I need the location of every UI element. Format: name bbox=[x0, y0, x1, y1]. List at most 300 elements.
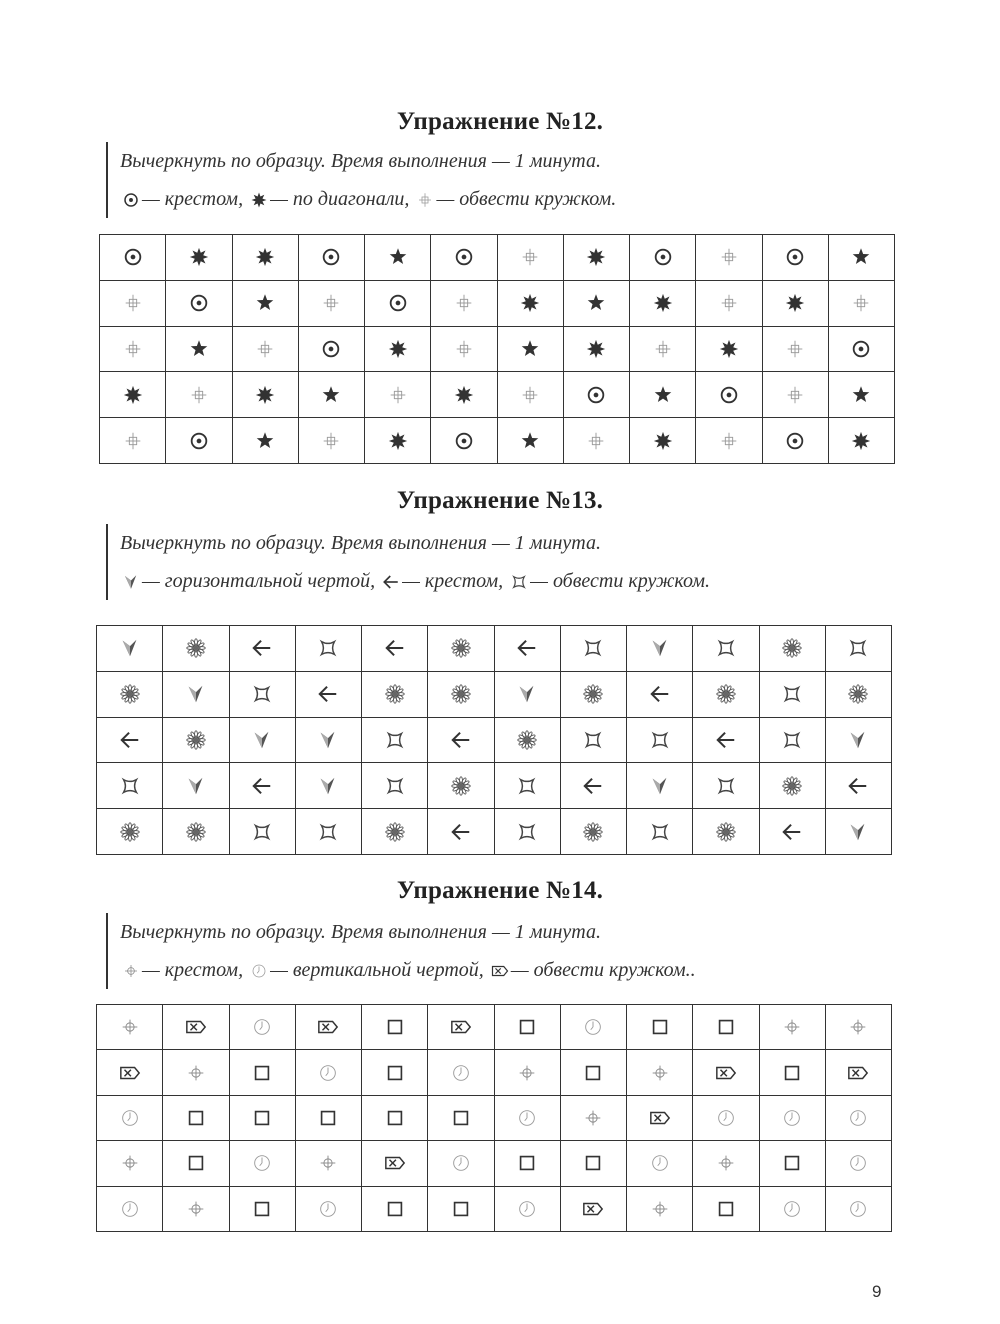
grid-cell[interactable] bbox=[428, 1095, 494, 1140]
grid-cell[interactable] bbox=[759, 671, 825, 717]
grid-cell[interactable] bbox=[759, 626, 825, 672]
dot-circle-icon bbox=[122, 246, 144, 268]
grid-cell[interactable] bbox=[295, 763, 361, 809]
grid-cell[interactable] bbox=[627, 1095, 693, 1140]
grid-cell[interactable] bbox=[759, 1005, 825, 1050]
grid-cell[interactable] bbox=[825, 1095, 891, 1140]
grid-cell[interactable] bbox=[494, 809, 560, 855]
grid-cell[interactable] bbox=[362, 717, 428, 763]
exercise-14-instruction-text: Вычеркнуть по образцу. Время выполнения — 1 минута. bbox=[120, 921, 601, 943]
flower-icon bbox=[582, 821, 604, 843]
grid-cell[interactable] bbox=[232, 326, 298, 372]
grid-cell[interactable] bbox=[497, 418, 563, 464]
grid-cell[interactable] bbox=[232, 372, 298, 418]
grid-cell[interactable] bbox=[362, 671, 428, 717]
grid-cell[interactable] bbox=[759, 1095, 825, 1140]
concave-square-icon bbox=[781, 729, 803, 751]
grid-cell[interactable] bbox=[428, 1141, 494, 1186]
grid-cell[interactable] bbox=[696, 326, 762, 372]
concave-square-icon bbox=[317, 821, 339, 843]
grid-cell[interactable] bbox=[166, 235, 232, 281]
grid-cell[interactable] bbox=[627, 763, 693, 809]
grid-cell[interactable] bbox=[627, 1005, 693, 1050]
grid-cell[interactable] bbox=[163, 1050, 229, 1095]
grid-cell[interactable] bbox=[693, 717, 759, 763]
tag-x-icon bbox=[185, 1016, 207, 1038]
crosshair-square-icon bbox=[416, 191, 434, 209]
crosshair-icon bbox=[185, 1198, 207, 1220]
grid-cell[interactable] bbox=[229, 1005, 295, 1050]
burst-icon bbox=[850, 430, 872, 452]
grid-cell[interactable] bbox=[229, 671, 295, 717]
grid-cell[interactable] bbox=[298, 418, 364, 464]
grid-row bbox=[97, 1141, 892, 1186]
grid-cell[interactable] bbox=[825, 1050, 891, 1095]
crosshair-icon bbox=[649, 1062, 671, 1084]
left-arrow-icon bbox=[382, 573, 400, 591]
grid-cell[interactable] bbox=[428, 1186, 494, 1231]
exercise-13-title: Упражнение №13. bbox=[396, 487, 604, 514]
square-icon bbox=[781, 1062, 803, 1084]
grid-cell[interactable] bbox=[825, 1005, 891, 1050]
crosshair-icon bbox=[715, 1152, 737, 1174]
grid-cell[interactable] bbox=[295, 1005, 361, 1050]
crosshair-icon bbox=[317, 1152, 339, 1174]
square-icon bbox=[516, 1152, 538, 1174]
grid-cell[interactable] bbox=[762, 326, 828, 372]
clock-icon bbox=[119, 1107, 141, 1129]
clock-icon bbox=[119, 1198, 141, 1220]
grid-cell[interactable] bbox=[229, 1095, 295, 1140]
crosshair-square-icon bbox=[122, 430, 144, 452]
crosshair-square-icon bbox=[718, 246, 740, 268]
grid-cell[interactable] bbox=[428, 763, 494, 809]
grid-cell[interactable] bbox=[560, 1050, 626, 1095]
grid-cell[interactable] bbox=[163, 1141, 229, 1186]
crosshair-square-icon bbox=[585, 430, 607, 452]
grid-cell[interactable] bbox=[759, 763, 825, 809]
flower-icon bbox=[185, 729, 207, 751]
clock-icon bbox=[847, 1152, 869, 1174]
grid-cell[interactable] bbox=[627, 671, 693, 717]
burst-icon bbox=[188, 246, 210, 268]
grid-cell[interactable] bbox=[365, 235, 431, 281]
grid-cell[interactable] bbox=[630, 372, 696, 418]
grid-cell[interactable] bbox=[825, 809, 891, 855]
grid-cell[interactable] bbox=[693, 1005, 759, 1050]
legend-burst-icon bbox=[248, 180, 270, 218]
grid-cell[interactable] bbox=[295, 809, 361, 855]
grid-cell[interactable] bbox=[494, 717, 560, 763]
grid-cell[interactable] bbox=[494, 1050, 560, 1095]
clock-icon bbox=[649, 1152, 671, 1174]
clock-icon bbox=[317, 1198, 339, 1220]
grid-cell[interactable] bbox=[362, 626, 428, 672]
grid-row bbox=[97, 626, 892, 672]
clock-icon bbox=[317, 1062, 339, 1084]
arrowhead-icon bbox=[317, 775, 339, 797]
grid-cell[interactable] bbox=[166, 326, 232, 372]
grid-cell[interactable] bbox=[365, 326, 431, 372]
grid-cell[interactable] bbox=[97, 1050, 163, 1095]
grid-cell[interactable] bbox=[100, 235, 166, 281]
grid-cell[interactable] bbox=[497, 372, 563, 418]
dot-circle-icon bbox=[188, 430, 210, 452]
grid-cell[interactable] bbox=[693, 809, 759, 855]
grid-cell[interactable] bbox=[362, 1186, 428, 1231]
grid-cell[interactable] bbox=[100, 280, 166, 326]
grid-cell[interactable] bbox=[365, 372, 431, 418]
grid-cell[interactable] bbox=[693, 1141, 759, 1186]
grid-cell[interactable] bbox=[97, 626, 163, 672]
grid-cell[interactable] bbox=[97, 1095, 163, 1140]
burst-icon bbox=[387, 430, 409, 452]
grid-cell[interactable] bbox=[627, 717, 693, 763]
concave-square-icon bbox=[384, 729, 406, 751]
grid-cell[interactable] bbox=[825, 1141, 891, 1186]
square-icon bbox=[185, 1107, 207, 1129]
grid-cell[interactable] bbox=[630, 280, 696, 326]
flower-icon bbox=[384, 821, 406, 843]
grid-cell[interactable] bbox=[295, 1186, 361, 1231]
grid-cell[interactable] bbox=[97, 1005, 163, 1050]
burst-icon bbox=[254, 246, 276, 268]
grid-cell[interactable] bbox=[97, 809, 163, 855]
grid-cell[interactable] bbox=[97, 763, 163, 809]
tag-x-icon bbox=[119, 1062, 141, 1084]
grid-cell[interactable] bbox=[163, 1095, 229, 1140]
grid-cell[interactable] bbox=[232, 235, 298, 281]
grid-cell[interactable] bbox=[563, 326, 629, 372]
grid-cell[interactable] bbox=[295, 1141, 361, 1186]
legend-text: — крестом, bbox=[142, 188, 244, 210]
square-icon bbox=[516, 1016, 538, 1038]
grid-cell[interactable] bbox=[229, 626, 295, 672]
grid-cell[interactable] bbox=[828, 280, 894, 326]
grid-cell[interactable] bbox=[97, 717, 163, 763]
left-arrow-icon bbox=[450, 729, 472, 751]
grid-cell[interactable] bbox=[696, 280, 762, 326]
flower-icon bbox=[450, 637, 472, 659]
crosshair-square-icon bbox=[453, 338, 475, 360]
burst-icon bbox=[254, 384, 276, 406]
grid-cell[interactable] bbox=[693, 1050, 759, 1095]
grid-cell[interactable] bbox=[428, 809, 494, 855]
grid-row bbox=[97, 763, 892, 809]
grid-cell[interactable] bbox=[97, 1186, 163, 1231]
grid-cell[interactable] bbox=[759, 1186, 825, 1231]
grid-cell[interactable] bbox=[828, 418, 894, 464]
grid-cell[interactable] bbox=[563, 418, 629, 464]
crosshair-icon bbox=[185, 1062, 207, 1084]
grid-cell[interactable] bbox=[295, 626, 361, 672]
grid-cell[interactable] bbox=[563, 235, 629, 281]
grid-cell[interactable] bbox=[759, 809, 825, 855]
square-icon bbox=[649, 1016, 671, 1038]
crosshair-square-icon bbox=[652, 338, 674, 360]
grid-cell[interactable] bbox=[163, 671, 229, 717]
grid-cell[interactable] bbox=[362, 1141, 428, 1186]
crosshair-square-icon bbox=[453, 292, 475, 314]
grid-row bbox=[100, 326, 895, 372]
grid-cell[interactable] bbox=[428, 1050, 494, 1095]
concave-square-icon bbox=[317, 637, 339, 659]
grid-cell[interactable] bbox=[627, 809, 693, 855]
grid-cell[interactable] bbox=[828, 372, 894, 418]
grid-cell[interactable] bbox=[825, 671, 891, 717]
grid-row bbox=[97, 671, 892, 717]
concave-square-icon bbox=[251, 821, 273, 843]
grid-cell[interactable] bbox=[166, 418, 232, 464]
grid-row bbox=[97, 1186, 892, 1231]
grid-cell[interactable] bbox=[762, 372, 828, 418]
grid-cell[interactable] bbox=[163, 763, 229, 809]
grid-cell[interactable] bbox=[759, 717, 825, 763]
tag-x-icon bbox=[847, 1062, 869, 1084]
grid-cell[interactable] bbox=[560, 626, 626, 672]
exercise-13-instructions bbox=[106, 524, 710, 600]
grid-cell[interactable] bbox=[497, 280, 563, 326]
clock-icon bbox=[450, 1062, 472, 1084]
grid-cell[interactable] bbox=[166, 372, 232, 418]
square-icon bbox=[384, 1198, 406, 1220]
grid-cell[interactable] bbox=[759, 1050, 825, 1095]
grid-cell[interactable] bbox=[762, 280, 828, 326]
grid-cell[interactable] bbox=[693, 763, 759, 809]
burst-icon bbox=[585, 246, 607, 268]
grid-cell[interactable] bbox=[696, 372, 762, 418]
grid-cell[interactable] bbox=[494, 1186, 560, 1231]
flower-icon bbox=[119, 683, 141, 705]
grid-cell[interactable] bbox=[630, 418, 696, 464]
grid-cell[interactable] bbox=[828, 326, 894, 372]
grid-cell[interactable] bbox=[825, 626, 891, 672]
exercise-14-grid bbox=[96, 1004, 892, 1232]
grid-cell[interactable] bbox=[494, 626, 560, 672]
flower-icon bbox=[781, 775, 803, 797]
flower-icon bbox=[450, 683, 472, 705]
grid-cell[interactable] bbox=[825, 1186, 891, 1231]
left-arrow-icon bbox=[119, 729, 141, 751]
grid-cell[interactable] bbox=[563, 280, 629, 326]
grid-cell[interactable] bbox=[229, 717, 295, 763]
grid-cell[interactable] bbox=[365, 280, 431, 326]
grid-cell[interactable] bbox=[362, 809, 428, 855]
grid-cell[interactable] bbox=[560, 671, 626, 717]
square-icon bbox=[715, 1198, 737, 1220]
star-icon bbox=[519, 338, 541, 360]
grid-cell[interactable] bbox=[295, 717, 361, 763]
grid-cell[interactable] bbox=[560, 717, 626, 763]
grid-cell[interactable] bbox=[100, 372, 166, 418]
grid-cell[interactable] bbox=[229, 1186, 295, 1231]
left-arrow-icon bbox=[847, 775, 869, 797]
grid-cell[interactable] bbox=[560, 1186, 626, 1231]
grid-cell[interactable] bbox=[229, 763, 295, 809]
dot-circle-icon bbox=[652, 246, 674, 268]
grid-cell[interactable] bbox=[431, 418, 497, 464]
grid-cell[interactable] bbox=[298, 235, 364, 281]
grid-cell[interactable] bbox=[97, 671, 163, 717]
burst-icon bbox=[387, 338, 409, 360]
grid-cell[interactable] bbox=[563, 372, 629, 418]
grid-cell[interactable] bbox=[627, 626, 693, 672]
burst-icon bbox=[519, 292, 541, 314]
clock-icon bbox=[251, 1152, 273, 1174]
square-icon bbox=[384, 1062, 406, 1084]
grid-cell[interactable] bbox=[497, 326, 563, 372]
grid-cell[interactable] bbox=[696, 235, 762, 281]
grid-cell[interactable] bbox=[494, 671, 560, 717]
clock-icon bbox=[847, 1198, 869, 1220]
dot-circle-icon bbox=[453, 246, 475, 268]
grid-cell[interactable] bbox=[229, 1141, 295, 1186]
exercise-12-grid bbox=[99, 234, 895, 464]
grid-cell[interactable] bbox=[229, 1050, 295, 1095]
grid-cell[interactable] bbox=[825, 717, 891, 763]
grid-cell[interactable] bbox=[560, 1095, 626, 1140]
grid-cell[interactable] bbox=[362, 763, 428, 809]
grid-cell[interactable] bbox=[759, 1141, 825, 1186]
grid-cell[interactable] bbox=[560, 763, 626, 809]
grid-cell[interactable] bbox=[825, 763, 891, 809]
crosshair-square-icon bbox=[784, 338, 806, 360]
grid-cell[interactable] bbox=[696, 418, 762, 464]
grid-cell[interactable] bbox=[163, 1186, 229, 1231]
grid-cell[interactable] bbox=[693, 671, 759, 717]
grid-cell[interactable] bbox=[627, 1141, 693, 1186]
crosshair-square-icon bbox=[320, 292, 342, 314]
exercise-14-instructions bbox=[106, 913, 696, 989]
crosshair-icon bbox=[122, 962, 140, 980]
grid-cell[interactable] bbox=[431, 372, 497, 418]
flower-icon bbox=[185, 821, 207, 843]
dot-circle-icon bbox=[320, 246, 342, 268]
square-icon bbox=[185, 1152, 207, 1174]
grid-cell[interactable] bbox=[362, 1095, 428, 1140]
square-icon bbox=[450, 1198, 472, 1220]
grid-cell[interactable] bbox=[428, 1005, 494, 1050]
crosshair-square-icon bbox=[850, 292, 872, 314]
grid-cell[interactable] bbox=[627, 1186, 693, 1231]
grid-cell[interactable] bbox=[630, 235, 696, 281]
crosshair-square-icon bbox=[718, 430, 740, 452]
dot-circle-icon bbox=[850, 338, 872, 360]
concave-square-icon bbox=[516, 775, 538, 797]
grid-cell[interactable] bbox=[560, 1005, 626, 1050]
grid-cell[interactable] bbox=[693, 1186, 759, 1231]
burst-icon bbox=[784, 292, 806, 314]
grid-cell[interactable] bbox=[298, 372, 364, 418]
grid-cell[interactable] bbox=[828, 235, 894, 281]
dot-circle-icon bbox=[387, 292, 409, 314]
grid-cell[interactable] bbox=[298, 326, 364, 372]
tag-x-icon bbox=[649, 1107, 671, 1129]
grid-cell[interactable] bbox=[560, 1141, 626, 1186]
grid-cell[interactable] bbox=[494, 763, 560, 809]
grid-cell[interactable] bbox=[428, 671, 494, 717]
grid-cell[interactable] bbox=[428, 626, 494, 672]
square-icon bbox=[450, 1107, 472, 1129]
arrowhead-icon bbox=[119, 637, 141, 659]
legend-text: — крестом, bbox=[142, 959, 244, 981]
grid-cell[interactable] bbox=[431, 326, 497, 372]
crosshair-icon bbox=[847, 1016, 869, 1038]
grid-cell[interactable] bbox=[298, 280, 364, 326]
grid-cell[interactable] bbox=[693, 626, 759, 672]
grid-cell[interactable] bbox=[494, 1141, 560, 1186]
grid-cell[interactable] bbox=[693, 1095, 759, 1140]
grid-cell[interactable] bbox=[232, 280, 298, 326]
flower-icon bbox=[715, 821, 737, 843]
grid-cell[interactable] bbox=[295, 671, 361, 717]
legend-left-arrow-icon bbox=[380, 562, 402, 600]
square-icon bbox=[715, 1016, 737, 1038]
arrowhead-icon bbox=[847, 821, 869, 843]
grid-cell[interactable] bbox=[100, 326, 166, 372]
grid-cell[interactable] bbox=[497, 235, 563, 281]
grid-cell[interactable] bbox=[163, 626, 229, 672]
grid-cell[interactable] bbox=[627, 1050, 693, 1095]
clock-icon bbox=[781, 1107, 803, 1129]
burst-icon bbox=[652, 292, 674, 314]
grid-cell[interactable] bbox=[295, 1095, 361, 1140]
grid-cell[interactable] bbox=[97, 1141, 163, 1186]
flower-icon bbox=[781, 637, 803, 659]
crosshair-square-icon bbox=[188, 384, 210, 406]
crosshair-icon bbox=[582, 1107, 604, 1129]
grid-cell[interactable] bbox=[100, 418, 166, 464]
grid-cell[interactable] bbox=[163, 717, 229, 763]
exercise-13-grid bbox=[96, 625, 892, 855]
left-arrow-icon bbox=[516, 637, 538, 659]
burst-icon bbox=[718, 338, 740, 360]
concave-square-icon bbox=[582, 729, 604, 751]
grid-cell[interactable] bbox=[362, 1005, 428, 1050]
grid-row bbox=[100, 372, 895, 418]
grid-cell[interactable] bbox=[762, 235, 828, 281]
grid-cell[interactable] bbox=[232, 418, 298, 464]
grid-cell[interactable] bbox=[163, 1005, 229, 1050]
crosshair-square-icon bbox=[519, 384, 541, 406]
grid-cell[interactable] bbox=[560, 809, 626, 855]
dot-circle-icon bbox=[718, 384, 740, 406]
legend-text: — обвести кружком. bbox=[530, 570, 711, 592]
grid-cell[interactable] bbox=[431, 235, 497, 281]
tag-x-icon bbox=[384, 1152, 406, 1174]
grid-cell[interactable] bbox=[229, 809, 295, 855]
clock-icon bbox=[847, 1107, 869, 1129]
grid-cell[interactable] bbox=[295, 1050, 361, 1095]
square-icon bbox=[317, 1107, 339, 1129]
tag-x-icon bbox=[715, 1062, 737, 1084]
exercise-12-instructions bbox=[106, 142, 616, 218]
grid-cell[interactable] bbox=[494, 1005, 560, 1050]
grid-cell[interactable] bbox=[166, 280, 232, 326]
grid-cell[interactable] bbox=[365, 418, 431, 464]
legend-clock-icon bbox=[248, 951, 270, 989]
arrowhead-icon bbox=[649, 637, 671, 659]
clock-icon bbox=[250, 962, 268, 980]
grid-cell[interactable] bbox=[494, 1095, 560, 1140]
grid-cell[interactable] bbox=[428, 717, 494, 763]
grid-cell[interactable] bbox=[431, 280, 497, 326]
grid-row bbox=[97, 1005, 892, 1050]
grid-cell[interactable] bbox=[163, 809, 229, 855]
grid-cell[interactable] bbox=[630, 326, 696, 372]
grid-cell[interactable] bbox=[362, 1050, 428, 1095]
grid-cell[interactable] bbox=[762, 418, 828, 464]
